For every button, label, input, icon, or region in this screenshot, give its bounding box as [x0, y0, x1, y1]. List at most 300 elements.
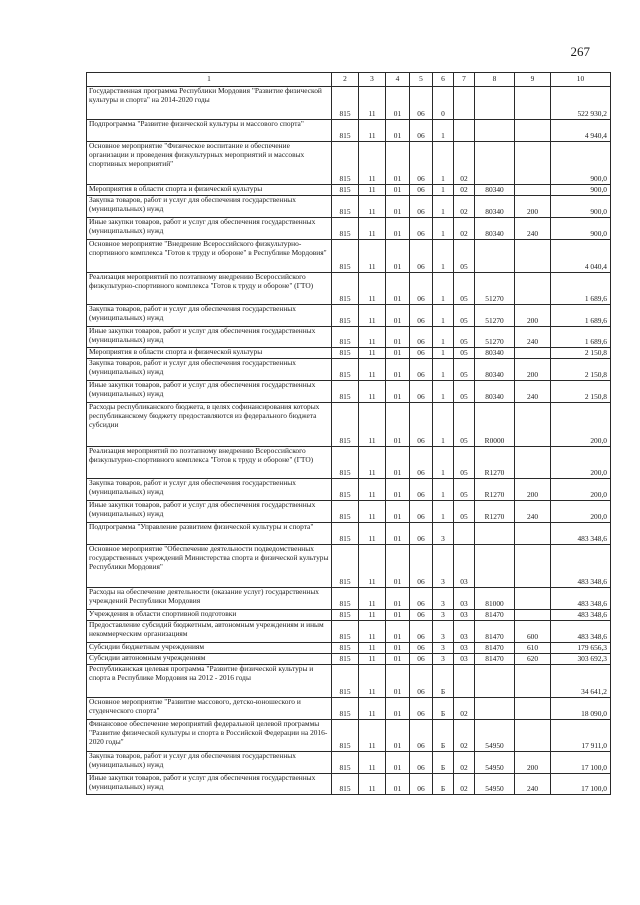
row-code-cell: 01 [386, 348, 410, 359]
row-code-cell: 11 [359, 142, 386, 185]
row-code-cell: 815 [332, 698, 359, 720]
row-code-cell: 02 [454, 698, 475, 720]
row-code-cell [475, 120, 515, 142]
row-amount: 179 656,3 [551, 643, 611, 654]
row-code-cell: 05 [454, 327, 475, 348]
row-code-cell: 1 [433, 359, 454, 381]
table-row [87, 218, 611, 240]
row-amount: 1 689,6 [551, 305, 611, 327]
row-code-cell: 11 [359, 774, 386, 795]
row-description: Подпрограмма "Развитие физической культуры и массового спорта" [87, 120, 332, 142]
row-code-cell: 02 [454, 196, 475, 218]
row-amount: 483 348,6 [551, 588, 611, 610]
row-code-cell: 815 [332, 752, 359, 774]
row-code-cell: Б [433, 665, 454, 698]
row-code-cell: 01 [386, 698, 410, 720]
row-code-cell: 11 [359, 359, 386, 381]
row-amount: 200,0 [551, 479, 611, 501]
row-code-cell [515, 87, 551, 120]
row-code-cell: 200 [515, 196, 551, 218]
row-code-cell: Б [433, 720, 454, 752]
row-code-cell: 01 [386, 621, 410, 643]
row-code-cell: 815 [332, 403, 359, 447]
row-amount: 17 911,0 [551, 720, 611, 752]
row-code-cell: 81470 [475, 654, 515, 665]
row-code-cell: 11 [359, 643, 386, 654]
row-code-cell: 3 [433, 523, 454, 545]
table-row [87, 720, 611, 752]
row-code-cell: 01 [386, 752, 410, 774]
row-code-cell [515, 523, 551, 545]
row-code-cell: 3 [433, 545, 454, 588]
row-code-cell: 05 [454, 501, 475, 523]
row-amount: 18 090,0 [551, 698, 611, 720]
row-amount: 483 348,6 [551, 545, 611, 588]
row-code-cell [475, 698, 515, 720]
table-row [87, 240, 611, 273]
row-description: Закупка товаров, работ и услуг для обеспечения государственных (муниципальных) нужд [87, 359, 332, 381]
row-code-cell: 80340 [475, 381, 515, 403]
row-code-cell: 05 [454, 479, 475, 501]
row-code-cell: 815 [332, 240, 359, 273]
row-description: Закупка товаров, работ и услуг для обеспечения государственных (муниципальных) нужд [87, 479, 332, 501]
table-row [87, 359, 611, 381]
row-code-cell: 11 [359, 665, 386, 698]
row-code-cell: 06 [410, 479, 433, 501]
header-cell: 8 [475, 73, 515, 87]
row-description: Иные закупки товаров, работ и услуг для обеспечения государственных (муниципальных) нужд [87, 218, 332, 240]
row-description: Реализация мероприятий по поэтапному внедрению Всероссийского физкультурно-спортивного комплекса "Готов к труду и обороне" (ГТО) [87, 447, 332, 479]
row-code-cell: 815 [332, 621, 359, 643]
table-row [87, 643, 611, 654]
row-code-cell: 81470 [475, 621, 515, 643]
row-code-cell [475, 87, 515, 120]
row-code-cell: 11 [359, 120, 386, 142]
row-code-cell: 01 [386, 610, 410, 621]
row-code-cell: 06 [410, 381, 433, 403]
row-code-cell: 03 [454, 643, 475, 654]
row-code-cell: 01 [386, 185, 410, 196]
row-code-cell: 06 [410, 218, 433, 240]
row-code-cell: 1 [433, 327, 454, 348]
table-row [87, 698, 611, 720]
row-code-cell: 11 [359, 403, 386, 447]
row-description: Реализация мероприятий по поэтапному внедрению Всероссийского физкультурно-спортивного комплекса "Готов к труду и обороне" (ГТО) [87, 273, 332, 305]
table-row [87, 348, 611, 359]
row-code-cell: 815 [332, 196, 359, 218]
row-code-cell: 1 [433, 403, 454, 447]
row-code-cell: Б [433, 774, 454, 795]
row-code-cell [515, 142, 551, 185]
row-code-cell: 01 [386, 142, 410, 185]
row-code-cell: 01 [386, 305, 410, 327]
table-row [87, 588, 611, 610]
row-code-cell: 01 [386, 545, 410, 588]
row-code-cell [475, 240, 515, 273]
row-code-cell: 01 [386, 218, 410, 240]
row-code-cell: 11 [359, 327, 386, 348]
row-code-cell [515, 348, 551, 359]
row-code-cell [475, 545, 515, 588]
row-code-cell [515, 720, 551, 752]
row-code-cell: 11 [359, 218, 386, 240]
table-row [87, 381, 611, 403]
row-code-cell: 06 [410, 643, 433, 654]
row-code-cell: 05 [454, 240, 475, 273]
row-amount: 483 348,6 [551, 523, 611, 545]
header-cell: 9 [515, 73, 551, 87]
row-code-cell: 1 [433, 348, 454, 359]
row-code-cell: 80340 [475, 218, 515, 240]
row-code-cell: 51270 [475, 273, 515, 305]
row-code-cell [475, 665, 515, 698]
row-code-cell: 06 [410, 588, 433, 610]
row-code-cell: 11 [359, 588, 386, 610]
row-code-cell: 05 [454, 403, 475, 447]
row-amount: 303 692,3 [551, 654, 611, 665]
row-code-cell [515, 185, 551, 196]
row-code-cell: 11 [359, 273, 386, 305]
row-code-cell: 11 [359, 752, 386, 774]
row-code-cell: 11 [359, 381, 386, 403]
row-code-cell: 01 [386, 240, 410, 273]
row-code-cell: 06 [410, 359, 433, 381]
row-code-cell: 815 [332, 185, 359, 196]
row-description: Основное мероприятие "Физическое воспитание и обеспечение организации и проведения физкультурных мероприятий и массовых спортивных мероприятий" [87, 142, 332, 185]
row-amount: 2 150,8 [551, 359, 611, 381]
row-code-cell: 03 [454, 545, 475, 588]
row-amount: 900,0 [551, 142, 611, 185]
row-code-cell: 815 [332, 643, 359, 654]
row-code-cell: R1270 [475, 501, 515, 523]
row-code-cell: 01 [386, 120, 410, 142]
budget-table [86, 72, 611, 795]
row-code-cell: 1 [433, 218, 454, 240]
row-code-cell: 02 [454, 185, 475, 196]
row-code-cell: 06 [410, 621, 433, 643]
row-code-cell: 1 [433, 196, 454, 218]
row-code-cell: 06 [410, 501, 433, 523]
row-code-cell: 01 [386, 403, 410, 447]
row-code-cell: 200 [515, 479, 551, 501]
table-row [87, 87, 611, 120]
row-code-cell: 81000 [475, 588, 515, 610]
row-code-cell [515, 610, 551, 621]
row-code-cell: 240 [515, 774, 551, 795]
row-code-cell: 80340 [475, 185, 515, 196]
row-code-cell: 240 [515, 501, 551, 523]
row-code-cell: 815 [332, 120, 359, 142]
header-cell: 2 [332, 73, 359, 87]
row-amount: 2 150,8 [551, 381, 611, 403]
row-code-cell: 01 [386, 501, 410, 523]
row-code-cell: 54950 [475, 752, 515, 774]
row-amount: 522 930,2 [551, 87, 611, 120]
row-code-cell: 03 [454, 610, 475, 621]
row-amount: 900,0 [551, 185, 611, 196]
row-code-cell: 80340 [475, 359, 515, 381]
row-code-cell: 815 [332, 142, 359, 185]
row-code-cell [454, 87, 475, 120]
row-amount: 200,0 [551, 501, 611, 523]
row-description: Государственная программа Республики Мордовия "Развитие физической культуры и спорта" на 2014-2020 годы [87, 87, 332, 120]
row-code-cell: 3 [433, 621, 454, 643]
row-code-cell [515, 665, 551, 698]
row-code-cell [515, 403, 551, 447]
row-code-cell: 06 [410, 523, 433, 545]
header-cell: 7 [454, 73, 475, 87]
table-row [87, 610, 611, 621]
row-code-cell: 01 [386, 87, 410, 120]
row-code-cell: 815 [332, 348, 359, 359]
header-cell: 4 [386, 73, 410, 87]
row-code-cell: 06 [410, 305, 433, 327]
row-code-cell: 815 [332, 523, 359, 545]
row-code-cell [515, 240, 551, 273]
row-code-cell: 815 [332, 305, 359, 327]
row-code-cell: 06 [410, 403, 433, 447]
row-code-cell: 0 [433, 87, 454, 120]
row-code-cell: 06 [410, 185, 433, 196]
row-code-cell: 3 [433, 588, 454, 610]
row-code-cell: 01 [386, 479, 410, 501]
row-code-cell [515, 120, 551, 142]
row-code-cell: 11 [359, 196, 386, 218]
row-amount: 2 150,8 [551, 348, 611, 359]
table-row [87, 621, 611, 643]
row-code-cell: 1 [433, 240, 454, 273]
row-code-cell [515, 545, 551, 588]
row-description: Иные закупки товаров, работ и услуг для обеспечения государственных (муниципальных) нужд [87, 381, 332, 403]
row-amount: 17 100,0 [551, 752, 611, 774]
row-description: Основное мероприятие "Развитие массового, детско-юношеского и студенческого спорта" [87, 698, 332, 720]
row-code-cell: 81470 [475, 643, 515, 654]
row-code-cell: 05 [454, 305, 475, 327]
row-code-cell: 01 [386, 381, 410, 403]
row-code-cell: 01 [386, 643, 410, 654]
row-description: Закупка товаров, работ и услуг для обеспечения государственных (муниципальных) нужд [87, 752, 332, 774]
row-code-cell [515, 588, 551, 610]
row-code-cell: 11 [359, 698, 386, 720]
row-code-cell: 815 [332, 327, 359, 348]
row-code-cell: 02 [454, 720, 475, 752]
row-code-cell: 815 [332, 610, 359, 621]
row-code-cell: 815 [332, 501, 359, 523]
row-code-cell: 01 [386, 588, 410, 610]
row-code-cell: 11 [359, 545, 386, 588]
row-code-cell: R0000 [475, 403, 515, 447]
row-code-cell: 01 [386, 196, 410, 218]
row-code-cell [515, 698, 551, 720]
row-code-cell: 05 [454, 348, 475, 359]
row-description: Мероприятия в области спорта и физической культуры [87, 185, 332, 196]
row-code-cell: 03 [454, 654, 475, 665]
row-code-cell: 80340 [475, 196, 515, 218]
row-amount: 1 689,6 [551, 327, 611, 348]
row-code-cell: 815 [332, 381, 359, 403]
row-code-cell: 01 [386, 447, 410, 479]
row-code-cell [454, 665, 475, 698]
row-description: Республиканская целевая программа "Развитие физической культуры и спорта в Республике Мордовия на 2012 - 2016 годы [87, 665, 332, 698]
row-code-cell: 815 [332, 545, 359, 588]
row-code-cell: 02 [454, 142, 475, 185]
row-code-cell: 03 [454, 621, 475, 643]
row-code-cell: 03 [454, 588, 475, 610]
row-amount: 200,0 [551, 447, 611, 479]
row-code-cell: 01 [386, 654, 410, 665]
row-code-cell: 01 [386, 327, 410, 348]
row-code-cell: 1 [433, 479, 454, 501]
table-row [87, 120, 611, 142]
row-code-cell: R1270 [475, 479, 515, 501]
row-code-cell: 06 [410, 87, 433, 120]
row-code-cell: 1 [433, 185, 454, 196]
row-code-cell: 815 [332, 447, 359, 479]
row-description: Субсидии автономным учреждениям [87, 654, 332, 665]
table-row [87, 479, 611, 501]
row-code-cell: 06 [410, 665, 433, 698]
header-cell: 10 [551, 73, 611, 87]
row-code-cell: 600 [515, 621, 551, 643]
row-description: Учреждения в области спортивной подготовки [87, 610, 332, 621]
row-code-cell: 02 [454, 218, 475, 240]
table-row [87, 327, 611, 348]
row-code-cell [454, 523, 475, 545]
row-code-cell: 815 [332, 479, 359, 501]
row-code-cell: 1 [433, 305, 454, 327]
row-code-cell: 815 [332, 87, 359, 120]
row-code-cell: 01 [386, 720, 410, 752]
page-number: 267 [570, 44, 590, 59]
row-code-cell: 06 [410, 610, 433, 621]
table-row [87, 752, 611, 774]
row-code-cell: 06 [410, 654, 433, 665]
row-code-cell: 05 [454, 381, 475, 403]
row-code-cell: 1 [433, 142, 454, 185]
row-code-cell: 3 [433, 654, 454, 665]
row-code-cell: 11 [359, 87, 386, 120]
row-code-cell: 06 [410, 720, 433, 752]
row-description: Подпрограмма "Управление развитием физической культуры и спорта" [87, 523, 332, 545]
row-code-cell: 11 [359, 621, 386, 643]
row-code-cell: 81470 [475, 610, 515, 621]
row-code-cell: 06 [410, 545, 433, 588]
row-code-cell: 01 [386, 665, 410, 698]
row-code-cell: 01 [386, 359, 410, 381]
row-amount: 483 348,6 [551, 621, 611, 643]
row-code-cell: 1 [433, 501, 454, 523]
row-code-cell: 01 [386, 273, 410, 305]
row-amount: 900,0 [551, 196, 611, 218]
row-code-cell: 11 [359, 720, 386, 752]
table-row [87, 665, 611, 698]
table-row [87, 142, 611, 185]
row-code-cell [515, 447, 551, 479]
table-row [87, 501, 611, 523]
row-code-cell: 815 [332, 359, 359, 381]
row-code-cell: 06 [410, 240, 433, 273]
row-code-cell: 3 [433, 610, 454, 621]
row-code-cell: 11 [359, 305, 386, 327]
row-description: Иные закупки товаров, работ и услуг для обеспечения государственных (муниципальных) нужд [87, 327, 332, 348]
row-code-cell: 1 [433, 273, 454, 305]
row-code-cell: 815 [332, 218, 359, 240]
header-cell: 3 [359, 73, 386, 87]
row-description: Закупка товаров, работ и услуг для обеспечения государственных (муниципальных) нужд [87, 196, 332, 218]
row-code-cell [475, 142, 515, 185]
row-code-cell: 815 [332, 273, 359, 305]
row-amount: 34 641,2 [551, 665, 611, 698]
row-code-cell: 11 [359, 447, 386, 479]
row-code-cell: Б [433, 698, 454, 720]
row-code-cell: 240 [515, 381, 551, 403]
row-code-cell: 11 [359, 185, 386, 196]
header-cell: 5 [410, 73, 433, 87]
row-code-cell: 11 [359, 654, 386, 665]
row-description: Расходы республиканского бюджета, в целях софинансирования которых республиканскому бюджету предоставляются из федерального бюджета субсидии [87, 403, 332, 447]
row-code-cell: 11 [359, 523, 386, 545]
table-row [87, 273, 611, 305]
table-body [87, 87, 611, 795]
table-row [87, 654, 611, 665]
row-code-cell: 11 [359, 479, 386, 501]
row-amount: 4 040,4 [551, 240, 611, 273]
row-code-cell: 11 [359, 610, 386, 621]
row-code-cell: 01 [386, 523, 410, 545]
row-code-cell: 815 [332, 654, 359, 665]
row-code-cell: 3 [433, 643, 454, 654]
row-code-cell [515, 273, 551, 305]
row-code-cell: 05 [454, 447, 475, 479]
row-code-cell: 1 [433, 120, 454, 142]
row-code-cell: 11 [359, 240, 386, 273]
row-code-cell: 51270 [475, 305, 515, 327]
row-amount: 900,0 [551, 218, 611, 240]
row-code-cell: 06 [410, 327, 433, 348]
row-description: Финансовое обеспечение мероприятий федеральной целевой программы "Развитие физической культуры и спорта в Российской Федерации на 2016-2020 годы" [87, 720, 332, 752]
row-code-cell: 815 [332, 720, 359, 752]
row-code-cell: 610 [515, 643, 551, 654]
row-description: Основное мероприятие "Внедрение Всероссийского физкультурно-спортивного комплекса "Готов к труду и обороне" в Республике Мордовия" [87, 240, 332, 273]
row-description: Иные закупки товаров, работ и услуг для обеспечения государственных (муниципальных) нужд [87, 774, 332, 795]
row-code-cell: 54950 [475, 720, 515, 752]
row-code-cell: 06 [410, 142, 433, 185]
row-code-cell: 1 [433, 447, 454, 479]
table-row [87, 305, 611, 327]
row-code-cell: 06 [410, 273, 433, 305]
row-amount: 200,0 [551, 403, 611, 447]
row-description: Расходы на обеспечение деятельности (оказание услуг) государственных учреждений Республики Мордовия [87, 588, 332, 610]
row-code-cell: 80340 [475, 348, 515, 359]
row-code-cell: 240 [515, 218, 551, 240]
table-row [87, 403, 611, 447]
table-row [87, 185, 611, 196]
row-code-cell: 05 [454, 359, 475, 381]
row-code-cell: 1 [433, 381, 454, 403]
row-code-cell: 06 [410, 752, 433, 774]
row-code-cell: 06 [410, 698, 433, 720]
table-row [87, 196, 611, 218]
row-amount: 4 940,4 [551, 120, 611, 142]
row-amount: 1 689,6 [551, 273, 611, 305]
row-code-cell: 54950 [475, 774, 515, 795]
header-cell: 6 [433, 73, 454, 87]
row-code-cell: 815 [332, 588, 359, 610]
row-code-cell [454, 120, 475, 142]
row-description: Основное мероприятие "Обеспечение деятельности подведомственных государственных учреждений Министерства спорта и физической культуры Республики Мордовия" [87, 545, 332, 588]
table-row [87, 774, 611, 795]
row-amount: 17 100,0 [551, 774, 611, 795]
